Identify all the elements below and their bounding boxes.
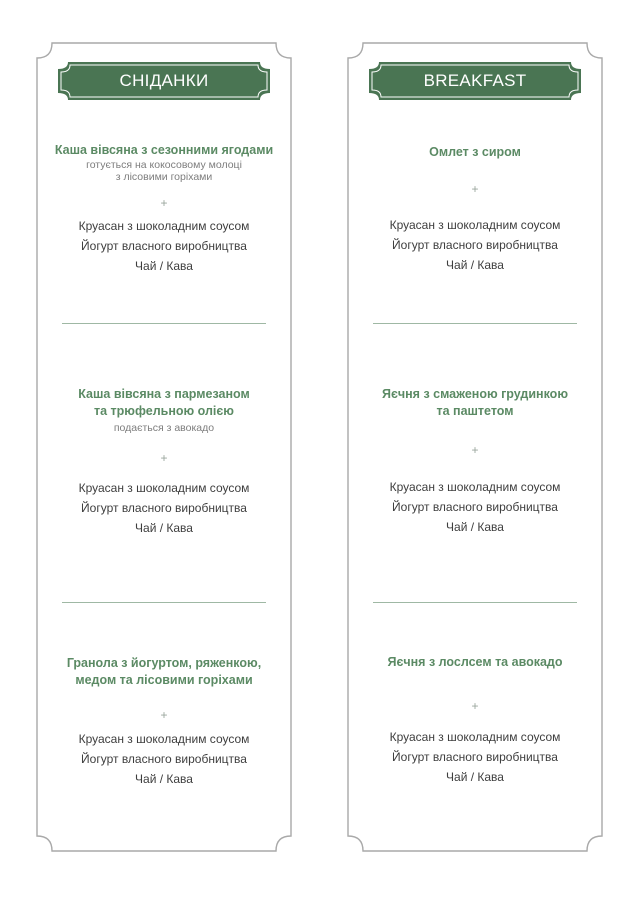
included-item: Чай / Кава <box>446 258 504 272</box>
page-title: BREAKFAST <box>423 71 527 90</box>
plus-separator: + <box>471 443 479 457</box>
included-item: Круасан з шоколадним соусом <box>78 481 250 495</box>
dish-name: та паштетом <box>436 404 514 418</box>
included-item: Чай / Кава <box>446 770 504 784</box>
section-divider <box>62 602 266 603</box>
menu-card-ukrainian <box>36 42 292 852</box>
section-divider <box>62 323 266 324</box>
plus-separator: + <box>160 708 168 722</box>
dish-name: Яєчня з смаженою грудинкою <box>381 387 568 401</box>
plus-separator: + <box>471 182 479 196</box>
included-item: Йогурт власного виробництва <box>392 500 558 514</box>
menu-card-english <box>347 42 603 852</box>
dish-name: Яєчня з лослсем та авокадо <box>387 655 563 669</box>
dish-name: Каша вівсяна з пармезаном <box>78 387 250 401</box>
dish-name: Гранола з йогуртом, ряженкою, <box>66 656 262 670</box>
included-item: Чай / Кава <box>446 520 504 534</box>
dish-note: подається з авокадо <box>113 422 215 434</box>
included-item: Чай / Кава <box>135 259 193 273</box>
included-item: Йогурт власного виробництва <box>392 238 558 252</box>
included-item: Круасан з шоколадним соусом <box>389 730 561 744</box>
plus-separator: + <box>160 196 168 210</box>
included-item: Йогурт власного виробництва <box>81 239 247 253</box>
menu-section <box>36 142 292 276</box>
plus-separator: + <box>471 699 479 713</box>
dish-name: медом та лісовими горіхами <box>75 673 253 687</box>
section-banner <box>369 62 581 100</box>
menu-section <box>36 386 292 538</box>
plus-separator: + <box>160 451 168 465</box>
included-item: Йогурт власного виробництва <box>81 501 247 515</box>
section-banner <box>58 62 270 100</box>
included-item: Чай / Кава <box>135 521 193 535</box>
page-title: СНІДАНКИ <box>119 71 209 90</box>
included-item: Круасан з шоколадним соусом <box>78 732 250 746</box>
dish-note: готується на кокосовому молоці <box>86 159 242 171</box>
included-item: Чай / Кава <box>135 772 193 786</box>
menu-section <box>347 386 603 537</box>
section-divider <box>373 602 577 603</box>
included-item: Круасан з шоколадним соусом <box>78 219 250 233</box>
section-divider <box>373 323 577 324</box>
dish-name: Каша вівсяна з сезонними ягодами <box>54 143 274 157</box>
included-item: Круасан з шоколадним соусом <box>389 218 561 232</box>
menu-section <box>347 654 603 787</box>
included-item: Круасан з шоколадним соусом <box>389 480 561 494</box>
dish-note: з лісовими горіхами <box>115 171 213 183</box>
menu-section <box>36 655 292 789</box>
dish-name: Омлет з сиром <box>429 145 521 159</box>
dish-name: та трюфельною олією <box>94 404 234 418</box>
menu-section <box>347 144 603 275</box>
included-item: Йогурт власного виробництва <box>392 750 558 764</box>
included-item: Йогурт власного виробництва <box>81 752 247 766</box>
